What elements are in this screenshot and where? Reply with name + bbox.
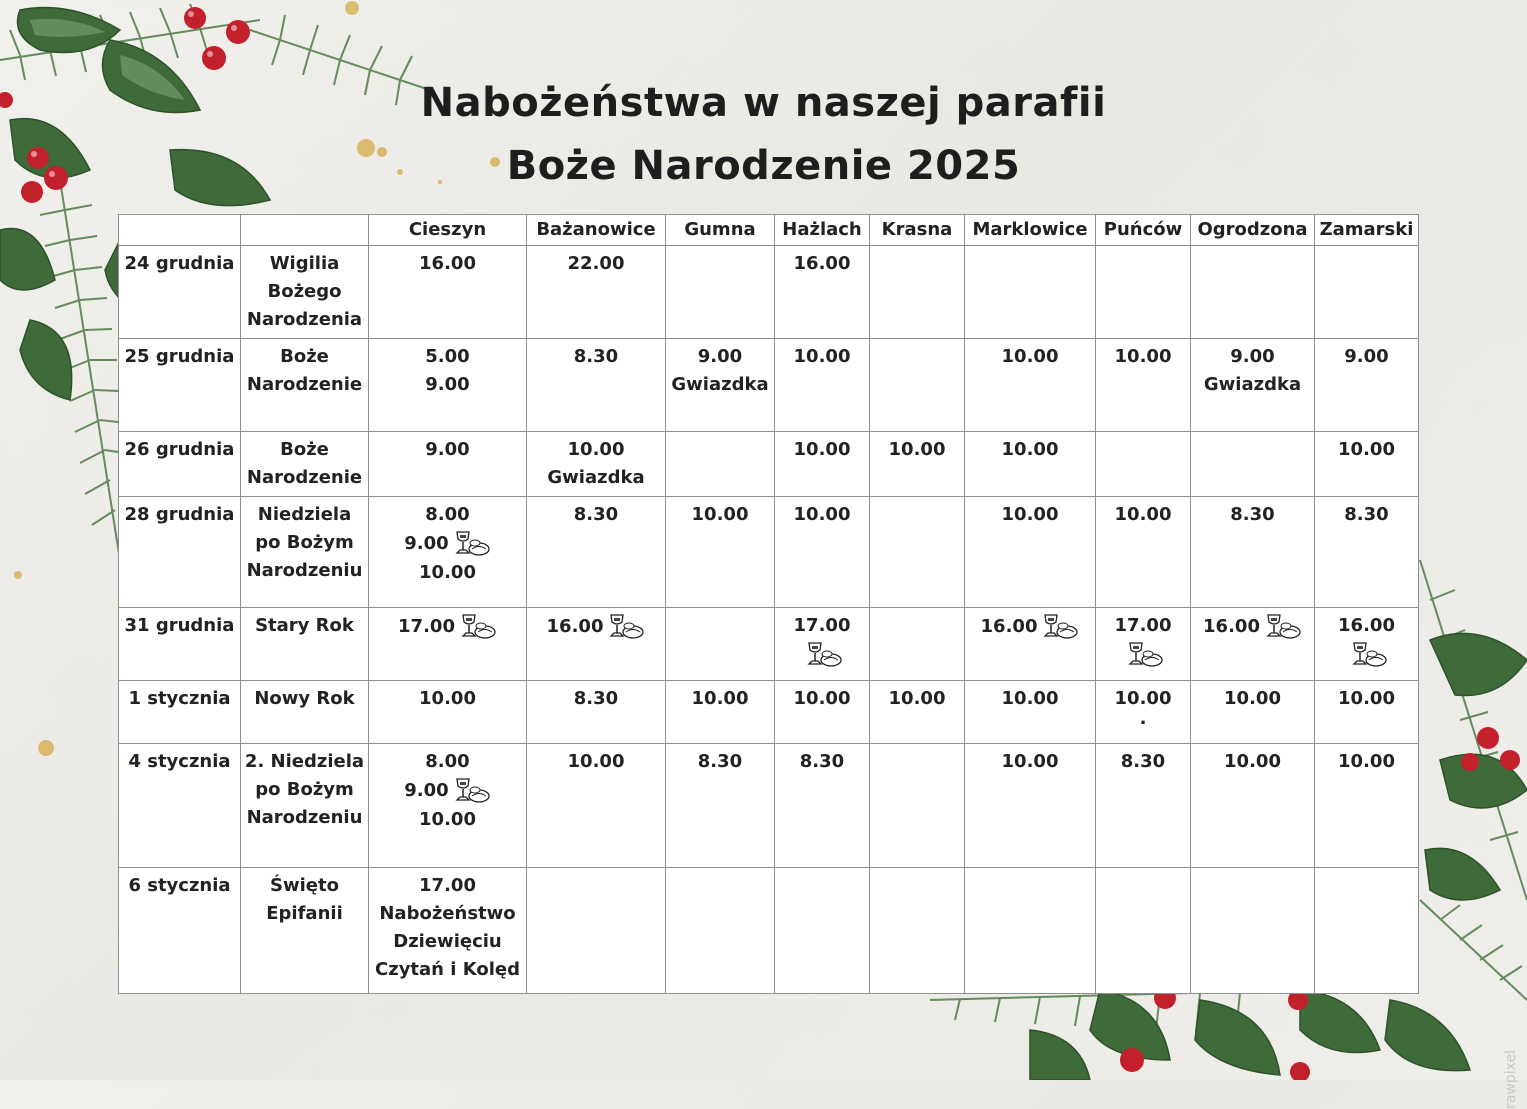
- mass-time-cell: [369, 246, 527, 339]
- chalice-and-bread-icon: [451, 529, 491, 559]
- feast-cell: [241, 432, 369, 497]
- mass-time: [372, 250, 523, 278]
- feast-line: 2. Niedziela: [244, 751, 365, 772]
- mass-time-cell: [1191, 246, 1315, 339]
- feast-line: Wigilia: [269, 253, 340, 274]
- mass-time-text: 5.00: [425, 346, 470, 367]
- mass-time-text: Dziewięciu: [393, 931, 502, 952]
- mass-time-communion: [372, 529, 523, 559]
- mass-time-cell: [965, 868, 1096, 994]
- mass-time-text: 10.00: [567, 751, 625, 772]
- mass-time-cell: [775, 608, 870, 681]
- mass-time: [1318, 501, 1415, 529]
- mass-time-cell: [369, 608, 527, 681]
- chalice-and-bread-icon: [1262, 612, 1302, 642]
- mass-time-communion: [1099, 640, 1187, 670]
- mass-time-text: 9.00: [404, 780, 449, 801]
- mass-time: [372, 371, 523, 399]
- table-row: [119, 868, 1419, 994]
- mass-time-cell: [1191, 432, 1315, 497]
- mass-time-cell: [870, 246, 965, 339]
- feast-line: po Bożym: [255, 779, 354, 800]
- feast-line: Święto: [270, 875, 339, 896]
- mass-time-cell: [870, 497, 965, 608]
- table-row: [119, 339, 1419, 432]
- mass-time: [669, 343, 771, 371]
- mass-time: [1318, 343, 1415, 371]
- mass-time-text: 10.00: [419, 809, 476, 830]
- feast-line: Boże: [280, 346, 329, 367]
- date-cell: 6 stycznia: [119, 868, 241, 994]
- mass-time-cell: [870, 744, 965, 868]
- mass-time-cell: [775, 681, 870, 744]
- feast-line: Niedziela: [257, 504, 352, 525]
- mass-time: [778, 612, 866, 640]
- mass-time: [1099, 501, 1187, 529]
- mass-time-cell: [965, 432, 1096, 497]
- mass-time-text: 10.00: [1114, 688, 1172, 709]
- mass-time-text: 8.30: [1344, 504, 1389, 525]
- mass-time-cell: [870, 868, 965, 994]
- mass-time-communion: [778, 640, 866, 670]
- mass-time: [1194, 371, 1311, 399]
- mass-time-text: 10.00: [793, 439, 851, 460]
- mass-time-cell: [666, 744, 775, 868]
- mass-time: [968, 501, 1092, 529]
- feast-cell: [241, 246, 369, 339]
- mass-time: [372, 436, 523, 464]
- mass-time: [873, 685, 961, 713]
- mass-time-cell: [1096, 339, 1191, 432]
- header-parish: Puńców: [1096, 215, 1191, 246]
- mass-time-cell: [1191, 608, 1315, 681]
- mass-time: [1318, 685, 1415, 713]
- mass-time-text: .: [1139, 708, 1147, 729]
- mass-time-text: 10.00: [1001, 751, 1059, 772]
- table-row: [119, 246, 1419, 339]
- mass-time-cell: [1315, 432, 1419, 497]
- mass-time-text: 9.00: [425, 374, 470, 395]
- mass-time-cell: [870, 681, 965, 744]
- mass-time: [968, 436, 1092, 464]
- feast-line: Epifanii: [266, 903, 343, 924]
- mass-time-cell: [1315, 246, 1419, 339]
- mass-time-cell: [527, 744, 666, 868]
- mass-time-text: 10.00: [1001, 346, 1059, 367]
- feast-line: Narodzeniu: [246, 560, 363, 581]
- mass-time-text: 10.00: [1338, 751, 1395, 772]
- feast-line: Boże: [280, 439, 329, 460]
- mass-time: [372, 806, 523, 834]
- feast-line: Narodzenia: [246, 309, 363, 330]
- mass-time-text: 16.00: [980, 616, 1038, 637]
- feast-line: po Bożym: [255, 532, 354, 553]
- mass-time-text: 17.00: [419, 875, 476, 896]
- header-parish: Bażanowice: [527, 215, 666, 246]
- date-cell: 31 grudnia: [119, 608, 241, 681]
- mass-time-text: 8.30: [573, 688, 619, 709]
- mass-time: [778, 685, 866, 713]
- mass-time-cell: [870, 432, 965, 497]
- mass-time-cell: [1315, 868, 1419, 994]
- mass-time-text: 10.00: [419, 562, 476, 583]
- mass-time-communion: [968, 612, 1092, 642]
- mass-time-text: 8.30: [1230, 504, 1275, 525]
- date-cell: 28 grudnia: [119, 497, 241, 608]
- mass-time: [778, 748, 866, 776]
- feast-line: Nowy Rok: [254, 688, 355, 709]
- mass-time-text: 10.00: [567, 439, 625, 460]
- mass-time-cell: [775, 868, 870, 994]
- mass-time-text: 10.00: [1001, 688, 1059, 709]
- mass-time: [372, 928, 523, 956]
- mass-time: [968, 748, 1092, 776]
- mass-time-text: 10.00: [1114, 346, 1172, 367]
- mass-time: [530, 501, 662, 529]
- mass-time-text: 10.00: [1338, 439, 1395, 460]
- mass-time: [530, 436, 662, 464]
- watermark: rawpixel: [1503, 1050, 1519, 1109]
- mass-time: [530, 748, 662, 776]
- mass-time-cell: [1096, 497, 1191, 608]
- mass-time-text: 17.00: [1114, 615, 1172, 636]
- mass-time-text: 10.00: [1224, 751, 1281, 772]
- mass-time-cell: [870, 608, 965, 681]
- mass-time-cell: [1191, 681, 1315, 744]
- mass-time-text: 22.00: [567, 253, 625, 274]
- mass-time: [1194, 343, 1311, 371]
- mass-time-cell: [666, 681, 775, 744]
- mass-time-text: 9.00: [1344, 346, 1389, 367]
- mass-time-cell: [666, 497, 775, 608]
- mass-time-text: 17.00: [398, 616, 455, 637]
- mass-time-cell: [666, 432, 775, 497]
- chalice-and-bread-icon: [803, 640, 843, 670]
- feast-cell: [241, 497, 369, 608]
- mass-time-text: 8.30: [1120, 751, 1166, 772]
- mass-time-cell: [1096, 681, 1191, 744]
- mass-time-cell: [1315, 681, 1419, 744]
- mass-time: [372, 559, 523, 587]
- header-parish: Krasna: [870, 215, 965, 246]
- mass-time-cell: [527, 432, 666, 497]
- mass-time: [530, 250, 662, 278]
- mass-time-text: 8.30: [799, 751, 845, 772]
- date-cell: 25 grudnia: [119, 339, 241, 432]
- mass-time: [372, 685, 523, 713]
- mass-time-text: 10.00: [691, 504, 749, 525]
- mass-time: [1194, 748, 1311, 776]
- mass-time-cell: [775, 339, 870, 432]
- mass-time-cell: [369, 432, 527, 497]
- mass-time-text: 10.00: [1001, 504, 1059, 525]
- mass-time-communion: [530, 612, 662, 642]
- mass-time-text: 9.00: [425, 439, 470, 460]
- mass-time: [372, 956, 523, 984]
- mass-time-text: 16.00: [1203, 616, 1260, 637]
- mass-time: [1194, 685, 1311, 713]
- mass-time-cell: [1315, 608, 1419, 681]
- header-parish: Ogrodzona: [1191, 215, 1315, 246]
- mass-time-cell: [965, 497, 1096, 608]
- mass-time: [669, 748, 771, 776]
- mass-time-text: 10.00: [1114, 504, 1172, 525]
- mass-time-cell: [369, 339, 527, 432]
- page-subtitle: Boże Narodzenie 2025: [506, 143, 1021, 189]
- mass-time-cell: [1315, 744, 1419, 868]
- mass-time-text: 8.00: [425, 504, 470, 525]
- mass-time-text: Gwiazdka: [671, 374, 769, 395]
- mass-time-text: 16.00: [793, 253, 851, 274]
- mass-time-text: 10.00: [1001, 439, 1059, 460]
- mass-time-text: Gwiazdka: [547, 467, 645, 488]
- mass-time: [530, 464, 662, 492]
- mass-time-cell: [965, 246, 1096, 339]
- mass-time: [669, 685, 771, 713]
- mass-time-text: Czytań i Kolęd: [375, 959, 520, 980]
- mass-time-cell: [666, 339, 775, 432]
- mass-time-cell: [870, 339, 965, 432]
- mass-time-cell: [775, 246, 870, 339]
- mass-time-cell: [1191, 868, 1315, 994]
- mass-time-cell: [1096, 608, 1191, 681]
- schedule-table: [118, 214, 1419, 994]
- mass-time-text: 10.00: [1224, 688, 1281, 709]
- mass-time-text: 9.00: [404, 533, 449, 554]
- mass-time: [778, 250, 866, 278]
- table-row: [119, 608, 1419, 681]
- mass-time-cell: [1191, 744, 1315, 868]
- mass-time-cell: [527, 608, 666, 681]
- mass-time: [778, 501, 866, 529]
- chalice-and-bread-icon: [451, 776, 491, 806]
- mass-time-text: 8.30: [697, 751, 743, 772]
- mass-time-cell: [775, 744, 870, 868]
- mass-time-cell: [527, 681, 666, 744]
- mass-time-cell: [666, 868, 775, 994]
- mass-time-communion: [1194, 612, 1311, 642]
- feast-cell: [241, 744, 369, 868]
- mass-time-text: 10.00: [419, 688, 476, 709]
- mass-time-cell: [666, 246, 775, 339]
- mass-time-cell: [965, 744, 1096, 868]
- mass-time-cell: [369, 497, 527, 608]
- mass-time-cell: [369, 744, 527, 868]
- mass-time-text: 16.00: [1338, 615, 1395, 636]
- mass-time: [669, 501, 771, 529]
- mass-time-text: 9.00: [1230, 346, 1275, 367]
- mass-time-text: 10.00: [691, 688, 749, 709]
- mass-time: [372, 748, 523, 776]
- chalice-and-bread-icon: [1039, 612, 1079, 642]
- chalice-and-bread-icon: [605, 612, 645, 642]
- mass-time-text: 10.00: [793, 504, 851, 525]
- mass-time: [372, 343, 523, 371]
- mass-time-text: Nabożeństwo: [379, 903, 516, 924]
- mass-time: [372, 872, 523, 900]
- mass-time-cell: [1096, 432, 1191, 497]
- mass-time-text: 8.30: [573, 504, 619, 525]
- mass-time-cell: [1315, 497, 1419, 608]
- header-empty: [241, 215, 369, 246]
- date-cell: 24 grudnia: [119, 246, 241, 339]
- mass-time-text: 16.00: [546, 616, 604, 637]
- page-title: Nabożeństwa w naszej parafii: [420, 80, 1107, 126]
- mass-time-text: 9.00: [697, 346, 743, 367]
- table-row: [119, 744, 1419, 868]
- mass-time-cell: [527, 339, 666, 432]
- mass-time-cell: [527, 246, 666, 339]
- header-parish: Gumna: [666, 215, 775, 246]
- mass-time-text: Gwiazdka: [1203, 374, 1302, 395]
- mass-time: [669, 371, 771, 399]
- mass-time: [372, 900, 523, 928]
- schedule-body: [119, 246, 1419, 994]
- mass-time-cell: [965, 608, 1096, 681]
- table-row: [119, 432, 1419, 497]
- header-parish: Zamarski: [1315, 215, 1419, 246]
- mass-time: [778, 436, 866, 464]
- mass-time: [1099, 748, 1187, 776]
- mass-time: [778, 343, 866, 371]
- header-parish: Marklowice: [965, 215, 1096, 246]
- date-cell: 26 grudnia: [119, 432, 241, 497]
- mass-time-text: 10.00: [1338, 688, 1395, 709]
- feast-line: Narodzenie: [246, 467, 363, 488]
- mass-time-cell: [369, 681, 527, 744]
- chalice-and-bread-icon: [1124, 640, 1164, 670]
- mass-time-cell: [1191, 339, 1315, 432]
- mass-time: [530, 343, 662, 371]
- mass-time: [372, 501, 523, 529]
- chalice-and-bread-icon: [457, 612, 497, 642]
- mass-time-text: 10.00: [888, 688, 946, 709]
- mass-time: [530, 685, 662, 713]
- feast-cell: [241, 608, 369, 681]
- feast-line: Stary Rok: [255, 615, 354, 636]
- mass-time: [873, 436, 961, 464]
- mass-time-cell: [1096, 744, 1191, 868]
- mass-time-communion: [372, 612, 523, 642]
- mass-time: [1194, 501, 1311, 529]
- mass-time-cell: [1315, 339, 1419, 432]
- mass-time-text: 10.00: [793, 346, 851, 367]
- header-empty: [119, 215, 241, 246]
- header-row: [119, 215, 1419, 246]
- mass-time: [1318, 748, 1415, 776]
- feast-line: Narodzeniu: [246, 807, 363, 828]
- feast-cell: [241, 868, 369, 994]
- mass-time-text: 16.00: [419, 253, 476, 274]
- header-parish: Hażlach: [775, 215, 870, 246]
- mass-time-text: 8.00: [425, 751, 470, 772]
- mass-time-cell: [965, 681, 1096, 744]
- mass-time: [1099, 343, 1187, 371]
- mass-time-cell: [1191, 497, 1315, 608]
- feast-line: Bożego: [267, 281, 342, 302]
- mass-time: [1318, 436, 1415, 464]
- mass-time: [1099, 612, 1187, 640]
- mass-time-communion: [1318, 640, 1415, 670]
- mass-time-cell: [965, 339, 1096, 432]
- mass-time-text: 8.30: [573, 346, 619, 367]
- feast-line: Narodzenie: [246, 374, 363, 395]
- mass-time: [1318, 612, 1415, 640]
- mass-time-text: 10.00: [793, 688, 851, 709]
- mass-time: [968, 685, 1092, 713]
- mass-time-cell: [1096, 246, 1191, 339]
- date-cell: 4 stycznia: [119, 744, 241, 868]
- feast-cell: [241, 681, 369, 744]
- mass-time-cell: [775, 432, 870, 497]
- header-parish: Cieszyn: [369, 215, 527, 246]
- mass-time-text: 17.00: [793, 615, 851, 636]
- feast-cell: [241, 339, 369, 432]
- table-row: [119, 497, 1419, 608]
- mass-time-cell: [527, 868, 666, 994]
- mass-time-communion: [372, 776, 523, 806]
- mass-time-cell: [775, 497, 870, 608]
- mass-time-text: 10.00: [888, 439, 946, 460]
- date-cell: 1 stycznia: [119, 681, 241, 744]
- table-row: [119, 681, 1419, 744]
- mass-time-cell: [666, 608, 775, 681]
- mass-time-cell: [369, 868, 527, 994]
- mass-time-cell: [527, 497, 666, 608]
- mass-time: [1099, 708, 1187, 729]
- mass-time: [968, 343, 1092, 371]
- chalice-and-bread-icon: [1348, 640, 1388, 670]
- mass-time-cell: [1096, 868, 1191, 994]
